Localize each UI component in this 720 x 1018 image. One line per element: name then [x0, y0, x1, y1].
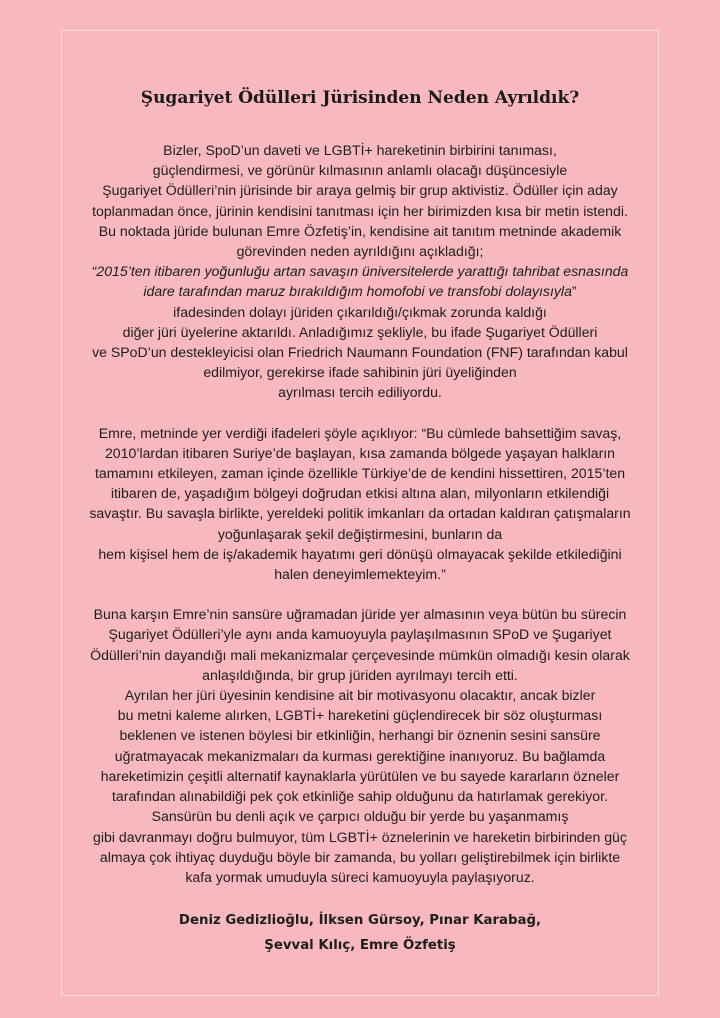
paragraph-line: Şugariyet Ödülleri’yle aynı anda kamuoyuyla paylaşılmasının SPoD ve Şugariyet [108, 626, 612, 643]
signatories [0, 908, 720, 958]
paragraph-line: Ödülleri’nin dayandığı mali mekanizmalar çerçevesinde mümkün olmadığı kesin olarak [90, 646, 630, 663]
paragraph-spacer [40, 403, 680, 423]
paragraph-line: ifadesinden dolayı jüriden çıkarıldığı/çıkmak zorunda kaldığı [173, 303, 547, 320]
paragraph-line: Emre, metninde yer verdiği ifadeleri şöyle açıklıyor: “Bu cümlede bahsettiğim savaş, [98, 424, 622, 441]
paragraph-line: halen deneyimlemekteyim.” [274, 566, 446, 583]
paragraph-line: Sansürün bu denli açık ve çarpıcı olduğu bir yerde bu yaşanmamış [151, 808, 569, 825]
paragraph-line: diğer jüri üyelerine aktarıldı. Anladığımız şekliyle, bu ifade Şugariyet Ödülleri [122, 323, 598, 340]
paragraph-line: bu metni kaleme alırken, LGBTİ+ hareketini güçlendirecek bir söz oluşturması [117, 707, 603, 724]
paragraph-line: hareketimizin çeşitli alternatif kaynaklarla yürütülen ve bu sayede kararların özneler [100, 767, 620, 784]
paragraph-line: Ayrılan her jüri üyesinin kendisine ait bir motivasyonu olacaktır, ancak bizler [124, 687, 596, 704]
quoted-statement-line: idare tarafından maruz bırakıldığım homofobi ve transfobi dolayısıyla [143, 283, 572, 300]
paragraph-line: kafa yormak umuduyla süreci kamuoyuyla paylaşıyoruz. [185, 868, 535, 885]
paragraph-line: savaştır. Bu savaşla birlikte, yereldeki politik imkanları da ortadan kaldıran çatışmaların [89, 505, 631, 522]
paragraph-line: beklenen ve istenen böylesi bir etkinliğin, herhangi bir öznenin sesini sansüre [119, 727, 601, 744]
paragraph-line: Bizler, SpoD’un daveti ve LGBTİ+ hareketinin birbirini tanıması, [163, 142, 557, 158]
signature-line: Deniz Gedizlioğlu, İlksen Gürsoy, Pınar Karabağ, [178, 913, 542, 928]
paragraph-line: tarafından alınabildiği pek çok etkinliğe sahip olduğunu da hatırlamak gerekiyor. [112, 788, 608, 805]
quoted-statement-line: “2015’ten itibaren yoğunluğu artan savaşın üniversitelerde yarattığı tahribat esnasında [91, 263, 629, 280]
paragraph-line: yoğunlaşarak şekil değiştirmesini, bunların da [217, 525, 503, 542]
paragraph-line: uğratmayacak mekanizmaları da kurması gerektiğine inanıyoruz. Bu bağlamda [114, 747, 606, 764]
paragraph-line: hem kişisel hem de iş/akademik hayatımı geri dönüşü olmayacak şekilde etkilediğini [98, 545, 622, 562]
paragraph-line: itibaren de, yaşadığım bölgeyi doğrudan etkisi altına alan, milyonların etkilendiği [110, 485, 610, 502]
closing-quote-mark: ” [571, 283, 577, 300]
paragraph-spacer [40, 584, 680, 604]
document-body [40, 140, 680, 887]
paragraph-line: anlaşıldığında, bir grup jüriden ayrılmayı tercih etti. [202, 666, 518, 683]
quoted-statement-line-wrapper [40, 281, 680, 301]
paragraph-line: tamamını etkileyen, zaman içinde özellikle Türkiye’de de kendini hissettiren, 2015’ten [94, 465, 626, 482]
paragraph-line: Buna karşın Emre’nin sansüre uğramadan jüride yer almasının veya bütün bu sürecin [93, 606, 627, 623]
paragraph-line: Bu noktada jüride bulunan Emre Özfetiş’in, kendisine ait tanıtım metninde akademik [98, 222, 622, 239]
paragraph-line: edilmiyor, gerekirse ifade sahibinin jüri üyeliğinden [203, 364, 517, 381]
paragraph-line: ve SPoD’un destekleyicisi olan Friedrich Naumann Foundation (FNF) tarafından kabul [92, 344, 628, 361]
paragraph-line: toplanmadan önce, jürinin kendisini tanıtması için her birimizden kısa bir metin istendi. [92, 202, 628, 219]
signature-line: Şevval Kılıç, Emre Özfetiş [264, 938, 456, 953]
paragraph-line: almaya çok ihtiyaç duyduğu böyle bir zamanda, bu yolları geliştirebilmek için birlikte [99, 848, 621, 865]
document-title: Şugariyet Ödülleri Jürisinden Neden Ayrıldık? [140, 88, 580, 108]
paragraph-line: ayrılması tercih ediliyordu. [278, 384, 442, 401]
paragraph-line: gibi davranmayı doğru bulmuyor, tüm LGBTİ+ öznelerinin ve hareketin birbirinden güç [93, 828, 627, 845]
paragraph-line: güçlendirmesi, ve görünür kılmasının anlamlı olacağı düşüncesiyle [152, 162, 568, 179]
paragraph-line: Şugariyet Ödülleri’nin jürisinde bir araya gelmiş bir grup aktivistiz. Ödüller için aday [102, 182, 618, 199]
paragraph-line: görevinden neden ayrıldığını açıkladığı; [236, 243, 484, 260]
paragraph-line: 2010’lardan itibaren Suriye’de başlayan, kısa zamanda bölgede yaşayan halkların [104, 444, 616, 461]
